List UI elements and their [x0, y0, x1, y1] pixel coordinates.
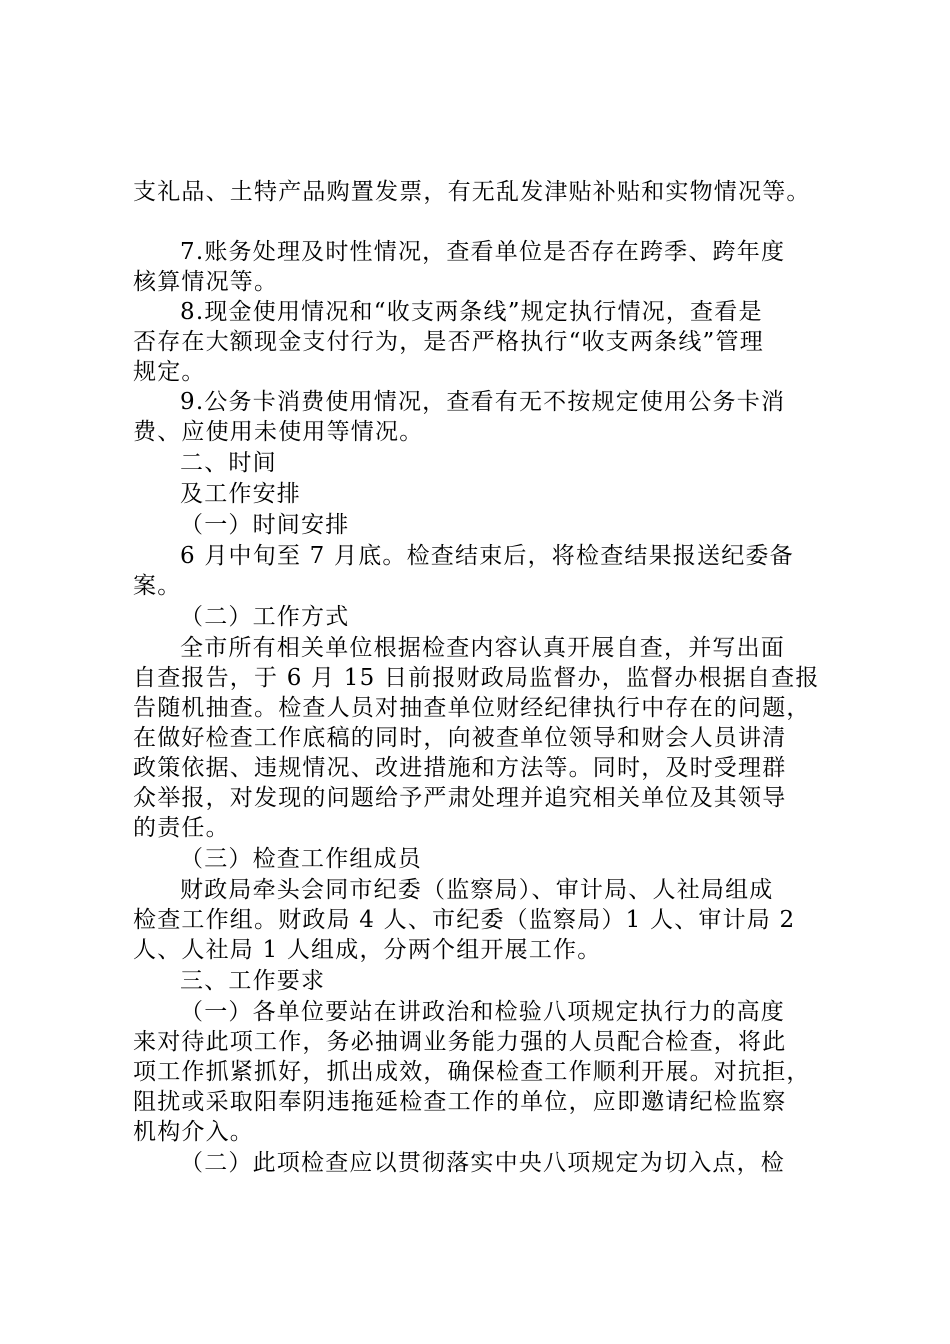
- text-line: 费、应使用未使用等情况。: [133, 419, 424, 445]
- text-line: 政策依据、违规情况、改进措施和方法等。同时，及时受理群: [133, 755, 787, 781]
- section-heading: 三、工作要求: [180, 968, 326, 994]
- subsection-heading: （三）检查工作组成员: [180, 846, 422, 872]
- text-line: 财政局牵头会同市纪委（监察局）、审计局、人社局组成: [180, 877, 774, 903]
- text-line: 机构介入。: [133, 1119, 254, 1145]
- text-line: 全市所有相关单位根据检查内容认真开展自查，并写出面: [180, 635, 785, 661]
- section-heading: 二、时间: [180, 450, 277, 476]
- text-line: 核算情况等。: [133, 269, 279, 295]
- subsection-heading: （二）工作方式: [180, 604, 350, 630]
- text-line: 自查报告，于 6 月 15 日前报财政局监督办，监督办根据自查报: [133, 665, 820, 691]
- text-line: 项工作抓紧抓好，抓出成效，确保检查工作顺利开展。对抗拒，: [133, 1059, 811, 1085]
- text-line: 案。: [133, 573, 182, 599]
- text-line: 7.账务处理及时性情况，查看单位是否存在跨季、跨年度: [180, 239, 786, 265]
- text-line: （一）各单位要站在讲政治和检验八项规定执行力的高度: [180, 999, 785, 1025]
- text-line: 9.公务卡消费使用情况，查看有无不按规定使用公务卡消: [180, 389, 786, 415]
- text-line: 在做好检查工作底稿的同时，向被查单位领导和财会人员讲清: [133, 725, 787, 751]
- text-line: 人、人社局 1 人组成，分两个组开展工作。: [133, 937, 602, 963]
- text-line: （二）此项检查应以贯彻落实中央八项规定为切入点，检: [180, 1150, 785, 1176]
- text-line: 的责任。: [133, 815, 230, 841]
- text-line: 6 月中旬至 7 月底。检查结束后，将检查结果报送纪委备: [180, 543, 794, 569]
- text-line: 来对待此项工作，务必抽调业务能力强的人员配合检查，将此: [133, 1029, 787, 1055]
- text-line: 否存在大额现金支付行为，是否严格执行“收支两条线”管理: [133, 329, 764, 355]
- text-line: 8.现金使用情况和“收支两条线”规定执行情况，查看是: [180, 299, 763, 325]
- text-line: 支礼品、土特产品购置发票，有无乱发津贴补贴和实物情况等。: [133, 179, 811, 205]
- text-line: 阻扰或采取阳奉阴违拖延检查工作的单位，应即邀请纪检监察: [133, 1089, 787, 1115]
- text-line: 众举报，对发现的问题给予严肃处理并追究相关单位及其领导: [133, 785, 787, 811]
- text-line: 告随机抽查。检查人员对抽查单位财经纪律执行中存在的问题，: [133, 695, 811, 721]
- text-line: 规定。: [133, 359, 206, 385]
- section-heading: 及工作安排: [180, 481, 301, 507]
- subsection-heading: （一）时间安排: [180, 512, 350, 538]
- text-line: 检查工作组。财政局 4 人、市纪委（监察局）1 人、审计局 2: [133, 907, 796, 933]
